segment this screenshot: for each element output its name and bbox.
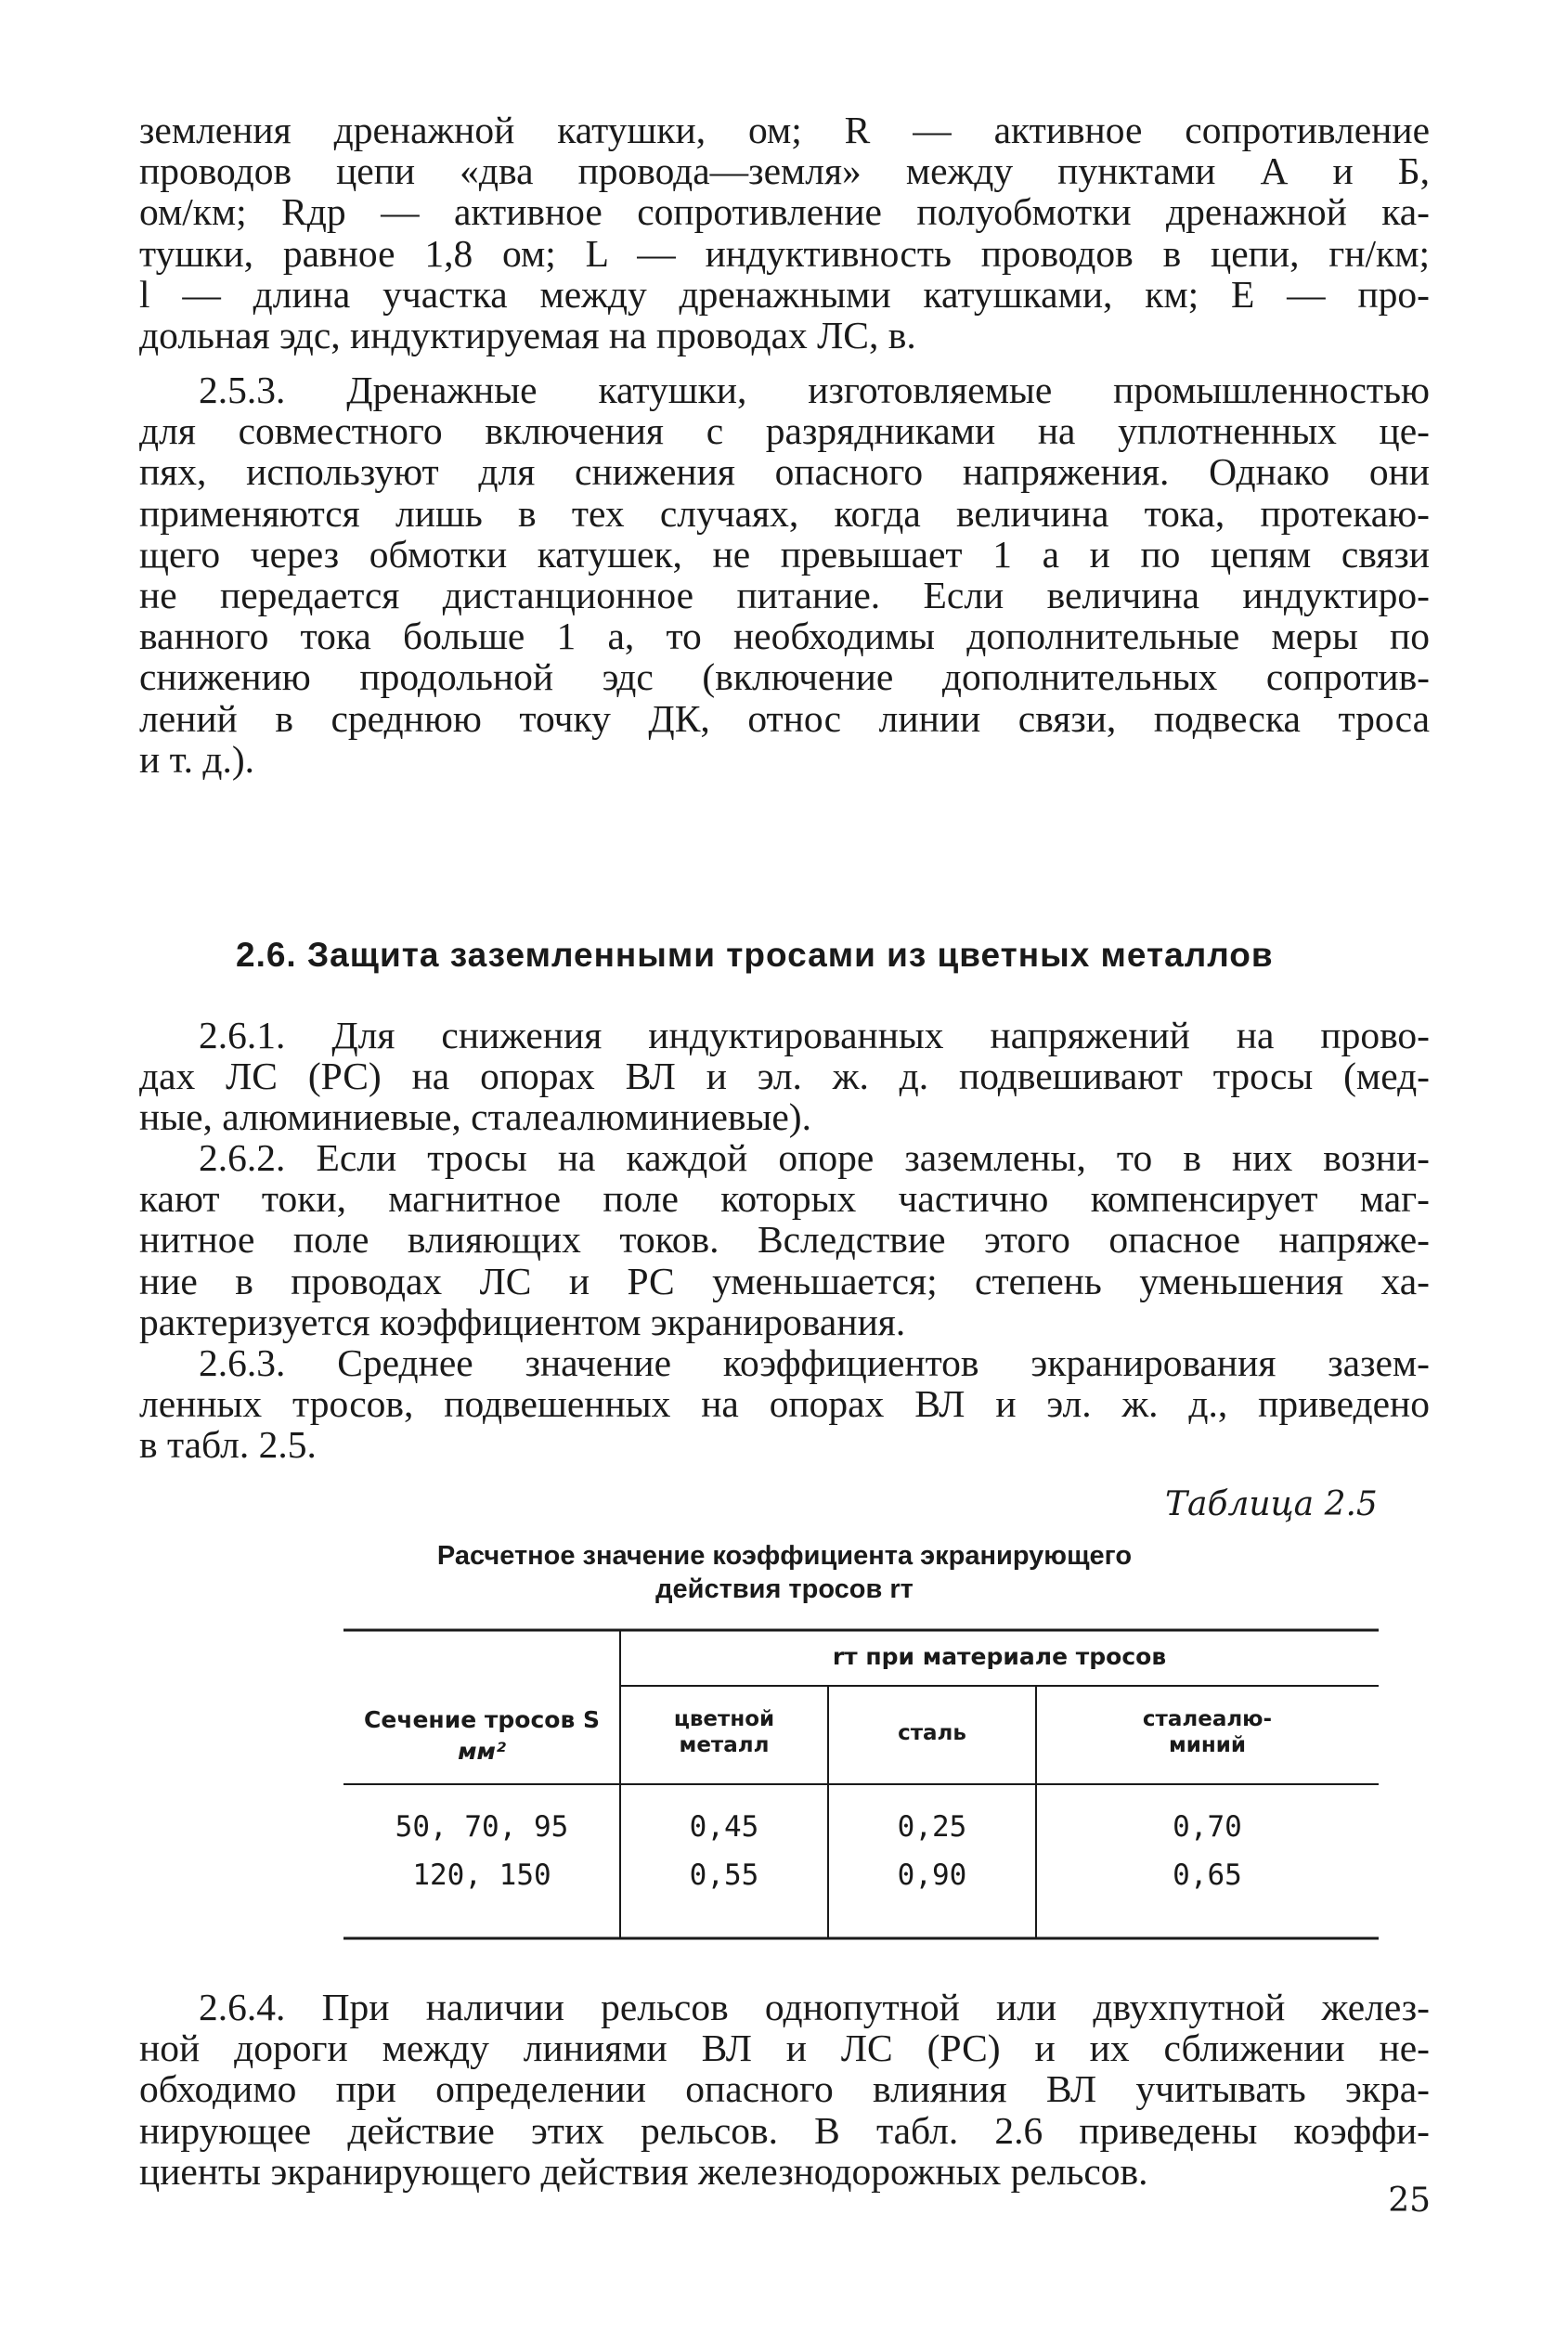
text-line: в табл. 2.5. bbox=[139, 1423, 317, 1467]
paragraph-2-6-1 bbox=[139, 1015, 1430, 1138]
text-line: земления дренажной катушки, ом; R — активное сопротивление bbox=[139, 109, 1430, 151]
paragraph-2-6-3 bbox=[139, 1342, 1430, 1466]
table-row bbox=[343, 1810, 1379, 1855]
header-line: сталеалю- bbox=[1142, 1707, 1273, 1731]
header-line: цветной bbox=[673, 1707, 775, 1731]
section-heading: 2.6. Защита заземленными тросами из цветных металлов bbox=[236, 936, 1274, 974]
table-title-line: Расчетное значение коэффициента экранирующего bbox=[436, 1541, 1133, 1571]
col-section-title: Сечение тросов S bbox=[364, 1706, 600, 1733]
paragraph-2-5-3 bbox=[139, 369, 1430, 780]
text-line: ванного тока больше 1 а, то необходимы дополнительные меры по bbox=[139, 615, 1430, 658]
text-line: рактеризуется коэффициентом экранирования. bbox=[139, 1300, 906, 1343]
text-line: и т. д.). bbox=[139, 737, 255, 781]
paragraph-continuation bbox=[139, 110, 1430, 356]
text-line: 2.6.4. При наличии рельсов однопутной или двухпутной желез- bbox=[199, 1986, 1430, 2028]
text-line: тушки, равное 1,8 ом; L — индуктивность проводов в цепи, гн/км; bbox=[139, 231, 1430, 275]
col-header-colored-metal bbox=[620, 1706, 828, 1758]
header-line: сталь bbox=[898, 1721, 966, 1745]
paragraph-2-6-2 bbox=[139, 1137, 1430, 1342]
paragraph-2-6-4 bbox=[139, 1987, 1430, 2192]
table-rules bbox=[139, 1623, 1430, 1957]
group-header: rт при материале тросов bbox=[832, 1643, 1167, 1670]
text-line: 2.6.3. Среднее значение коэффициентов экранирования зазем- bbox=[199, 1341, 1430, 1384]
header-line: миний bbox=[1168, 1733, 1247, 1757]
table-title-line: действия тросов rт bbox=[655, 1574, 914, 1604]
cell-value: 0,65 bbox=[1173, 1858, 1242, 1892]
text-line: ние в проводах ЛС и РС уменьшается; степень уменьшения ха- bbox=[139, 1259, 1430, 1302]
col-section-header bbox=[343, 1704, 620, 1768]
text-line: обходимо при определении опасного влияния ВЛ учитывать экра- bbox=[139, 2067, 1430, 2111]
text-line: проводов цепи «два провода—земля» между пунктами А и Б, bbox=[139, 149, 1430, 193]
header-line: металл bbox=[679, 1733, 770, 1757]
text-line: не передается дистанционное питание. Если величина индуктиро- bbox=[139, 574, 1430, 617]
text-line: пях, используют для снижения опасного напряжения. Однако они bbox=[139, 450, 1430, 494]
text-line: дах ЛС (РС) на опорах ВЛ и эл. ж. д. подвешивают тросы (мед- bbox=[139, 1055, 1430, 1098]
page-number: 25 bbox=[1388, 2182, 1431, 2220]
cell-value: 0,90 bbox=[897, 1858, 967, 1892]
text-line: нирующее действие этих рельсов. В табл. 2.6 приведены коэффи- bbox=[139, 2108, 1430, 2152]
cell-value: 0,70 bbox=[1173, 1810, 1242, 1844]
text-line: щего через обмотки катушек, не превышает 1 а и по цепям связи bbox=[139, 532, 1430, 576]
text-line: циенты экранирующего действия железнодорожных рельсов. bbox=[139, 2149, 1148, 2193]
table-row bbox=[343, 1858, 1379, 1903]
cell-value: 0,45 bbox=[689, 1810, 759, 1844]
text-line: 2.5.3. Дренажные катушки, изготовляемые промышленностью bbox=[199, 369, 1430, 411]
text-line: ленных тросов, подвешенных на опорах ВЛ и эл. ж. д., приведено bbox=[139, 1382, 1430, 1426]
cell-section: 50, 70, 95 bbox=[395, 1810, 569, 1844]
col-header-steel-aluminium bbox=[1036, 1706, 1379, 1758]
text-line: лений в среднюю точку ДК, относ линии связи, подвеска троса bbox=[139, 696, 1430, 740]
text-line: применяются лишь в тех случаях, когда величина тока, протекаю- bbox=[139, 491, 1430, 535]
table-caption: Таблица 2.5 bbox=[1165, 1485, 1378, 1523]
text-line: ной дороги между линиями ВЛ и ЛС (РС) и их сближении не- bbox=[139, 2027, 1430, 2070]
col-section-unit: мм² bbox=[458, 1738, 506, 1765]
col-header-steel bbox=[828, 1720, 1036, 1746]
text-line: нитное поле влияющих токов. Вследствие этого опасное напряже- bbox=[139, 1218, 1430, 1262]
text-line: ные, алюминиевые, сталеалюминиевые). bbox=[139, 1095, 812, 1139]
text-line: ом/км; Rдр — активное сопротивление полуобмотки дренажной ка- bbox=[139, 190, 1430, 234]
text-line: дольная эдс, индуктируемая на проводах ЛС, в. bbox=[139, 314, 916, 357]
cell-value: 0,25 bbox=[897, 1810, 967, 1844]
table-title bbox=[139, 1539, 1430, 1606]
text-line: 2.6.2. Если тросы на каждой опоре заземлены, то в них возни- bbox=[199, 1136, 1430, 1179]
cell-value: 0,55 bbox=[689, 1858, 759, 1892]
text-line: кают токи, магнитное поле которых частично компенсирует маг- bbox=[139, 1177, 1430, 1221]
text-line: l — длина участка между дренажными катушками, км; Е — про- bbox=[139, 272, 1430, 316]
text-line: для совместного включения с разрядниками на уплотненных це- bbox=[139, 409, 1430, 453]
text-line: снижению продольной эдс (включение дополнительных сопротив- bbox=[139, 655, 1430, 699]
cell-section: 120, 150 bbox=[412, 1858, 551, 1892]
text-line: 2.6.1. Для снижения индуктированных напряжений на прово- bbox=[199, 1014, 1430, 1056]
